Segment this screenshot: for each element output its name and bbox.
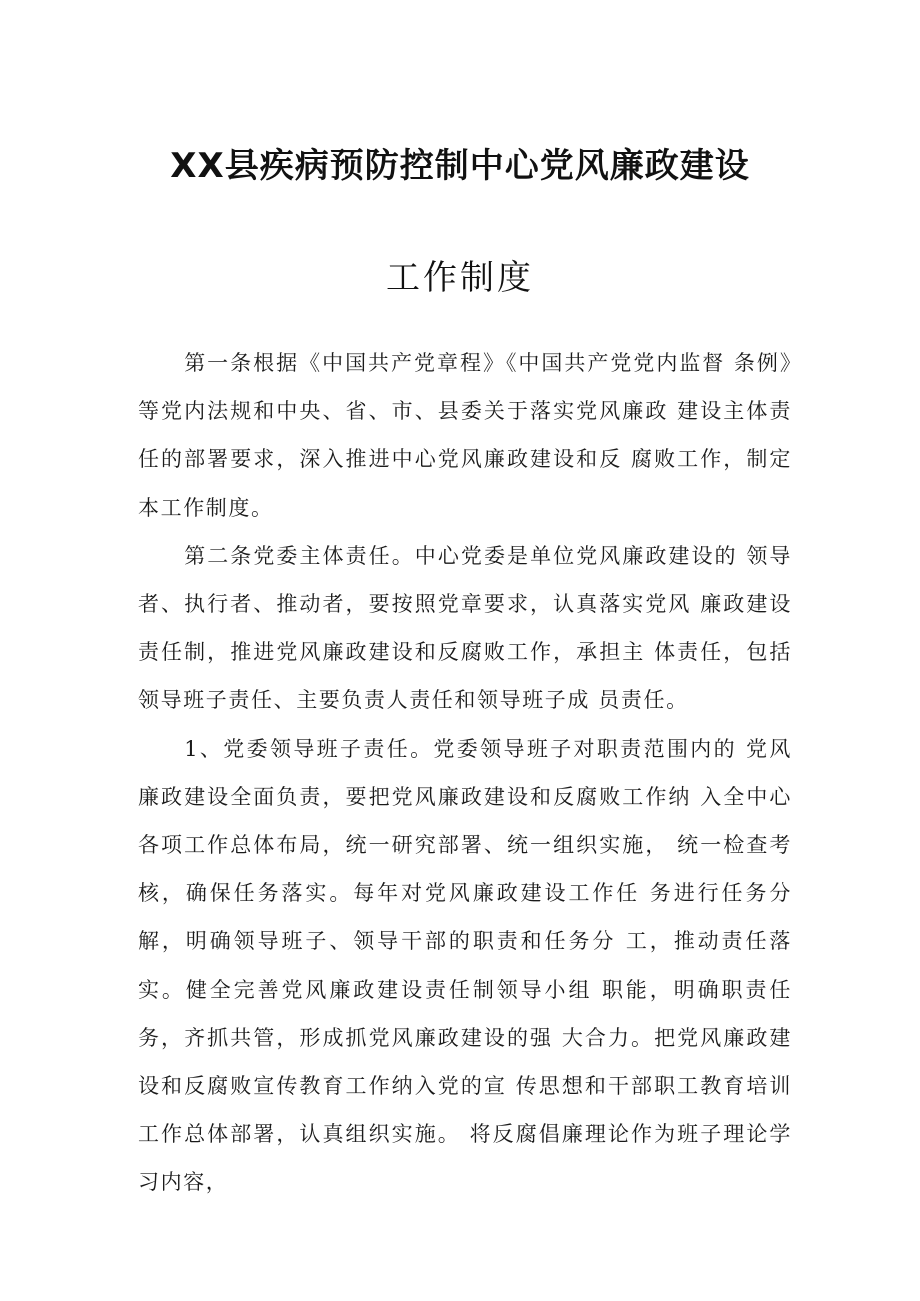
document-body [138,339,792,1207]
document-title-line-1: XX县疾病预防控制中心党风廉政建设 [170,146,750,186]
paragraph-article-2: 第二条党委主体责任。中心党委是单位党风廉政建设的 领导者、执行者、推动者，要按照党章要求，认真落实党风 廉政建设责任制，推进党风廉政建设和反腐败工作，承担主 体责任，包括领导班子责任、主要负责人责任和领导班子成 员责任。 [138,543,792,713]
paragraph-article-1: 第一条根据《中国共产党章程》《中国共产党党内监督 条例》等党内法规和中央、省、市、县委关于落实党风廉政 建设主体责任的部署要求，深入推进中心党风廉政建设和反 腐败工作，制定本工作制度。 [138,351,792,520]
paragraph-item-1: 1、党委领导班子责任。党委领导班子对职责范围内的 党风廉政建设全面负责，要把党风廉政建设和反腐败工作纳 入全中心各项工作总体布局，统一研究部署、统一组织实施， 统一检查考核，确保任务落实。每年对党风廉政建设工作任 务进行任务分解，明确领导班子、领导干部的职责和任务分 工，推动责任落实。健全完善党风廉政建设责任制领导小组 职能，明确职责任务，齐抓共管，形成抓党风廉政建设的强 大合力。把党风廉政建设和反腐败宣传教育工作纳入党的宣 传思想和干部职工教育培训工作总体部署，认真组织实施。 将反腐倡廉理论作为班子理论学习内容， [138,736,792,1195]
document-title-line-2: 工作制度 [386,258,534,298]
